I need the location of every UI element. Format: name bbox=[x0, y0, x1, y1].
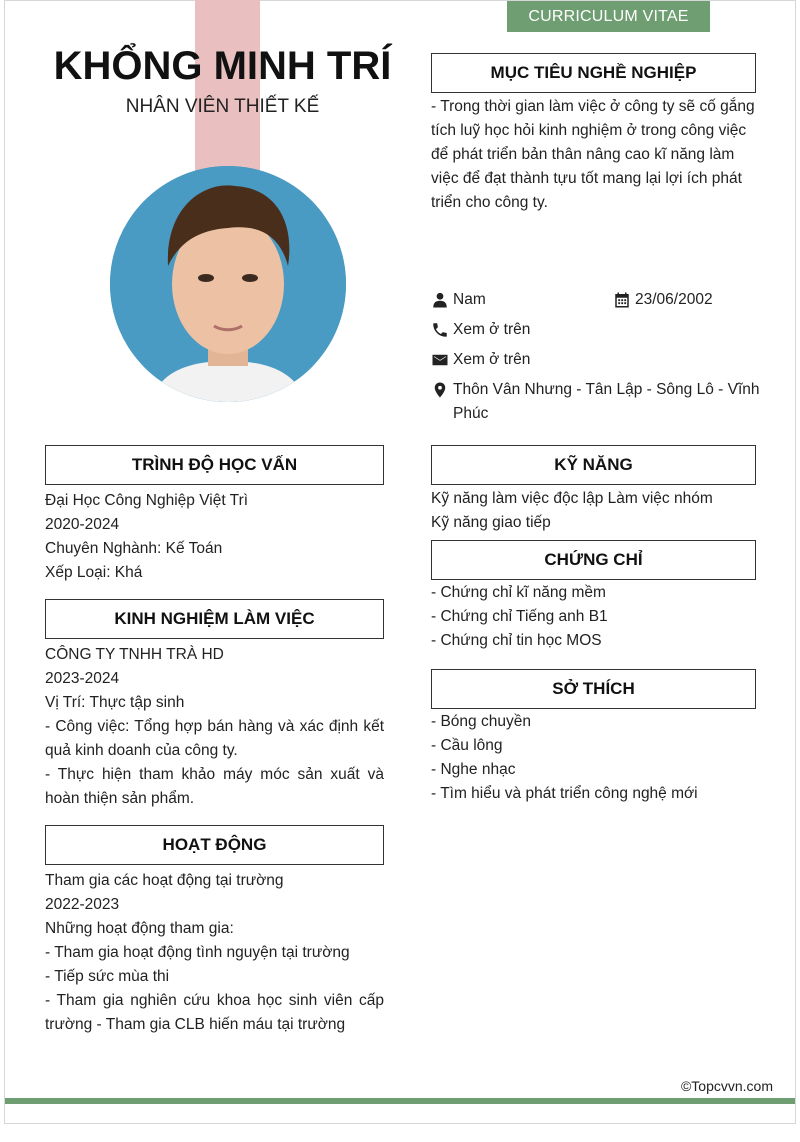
education-details bbox=[45, 489, 384, 585]
education-line: Chuyên Nghành: Kế Toán bbox=[45, 540, 223, 557]
portrait-illustration bbox=[110, 166, 346, 402]
certificate-line: - Chứng chỉ kĩ năng mềm bbox=[431, 584, 606, 601]
footer-copyright[interactable]: ©Topcvvn.com bbox=[680, 1078, 773, 1094]
experience-line: 2023-2024 bbox=[45, 670, 120, 687]
experience-paragraph: - Thực hiện tham khảo máy móc sản xuất và hoàn thiện sản phẩm. bbox=[45, 766, 384, 807]
calendar-icon bbox=[613, 288, 635, 312]
certificates-heading: CHỨNG CHỈ bbox=[431, 540, 756, 580]
education-heading: TRÌNH ĐỘ HỌC VẤN bbox=[45, 445, 384, 485]
email-row bbox=[431, 348, 731, 372]
education-line: Xếp Loại: Khá bbox=[45, 564, 143, 581]
address-value: Thôn Vân Nhưng - Tân Lập - Sông Lô - Vĩnh Phúc bbox=[453, 381, 760, 422]
phone-value: Xem ở trên bbox=[453, 321, 531, 338]
birthday-value: 23/06/2002 bbox=[635, 291, 713, 308]
hobby-line: - Tìm hiểu và phát triển công nghệ mới bbox=[431, 785, 698, 802]
hobbies-details bbox=[431, 710, 756, 806]
objective-text bbox=[431, 95, 756, 215]
education-line: Đại Học Công Nghiệp Việt Trì bbox=[45, 492, 249, 509]
person-icon bbox=[431, 288, 453, 312]
address-row bbox=[431, 378, 761, 426]
activity-line: 2022-2023 bbox=[45, 896, 120, 913]
experience-details bbox=[45, 643, 384, 811]
gender-row bbox=[431, 288, 601, 312]
activity-line: Những hoạt động tham gia: bbox=[45, 920, 234, 937]
education-line: 2020-2024 bbox=[45, 516, 120, 533]
footer-bar bbox=[5, 1098, 795, 1104]
activity-paragraph: - Tham gia nghiên cứu khoa học sinh viên cấp trường - Tham gia CLB hiến máu tại trường bbox=[45, 992, 384, 1033]
hobby-line: - Bóng chuyền bbox=[431, 713, 531, 730]
activities-details bbox=[45, 869, 384, 1037]
candidate-name: KHỔNG MINH TRÍ bbox=[53, 44, 392, 88]
envelope-icon bbox=[431, 348, 453, 372]
hobbies-heading: SỞ THÍCH bbox=[431, 669, 756, 709]
cv-badge: CURRICULUM VITAE bbox=[507, 1, 710, 32]
objective-heading: MỤC TIÊU NGHỀ NGHIỆP bbox=[431, 53, 756, 93]
experience-paragraph: - Công việc: Tổng hợp bán hàng và xác định kết quả kinh doanh của công ty. bbox=[45, 718, 384, 759]
birthday-row bbox=[613, 288, 753, 312]
phone-row bbox=[431, 318, 731, 342]
objective-paragraph: - Trong thời gian làm việc ở công ty sẽ cố gắng tích luỹ học hỏi kinh nghiệm ở trong công việc để phát triển bản thân nâng cao kĩ năng làm việc để đạt thành tựu tốt mang lại lợi ích phát triển cho công ty. bbox=[431, 98, 755, 211]
location-pin-icon bbox=[431, 378, 453, 426]
job-title: NHÂN VIÊN THIẾT KẾ bbox=[125, 96, 320, 117]
skills-heading: KỸ NĂNG bbox=[431, 445, 756, 485]
activity-line: Tham gia các hoạt động tại trường bbox=[45, 872, 284, 889]
certificates-details bbox=[431, 581, 756, 653]
activities-heading: HOẠT ĐỘNG bbox=[45, 825, 384, 865]
experience-line: CÔNG TY TNHH TRÀ HD bbox=[45, 646, 224, 663]
hobby-line: - Cầu lông bbox=[431, 737, 503, 754]
gender-value: Nam bbox=[453, 291, 486, 308]
skills-details bbox=[431, 487, 756, 535]
profile-photo bbox=[110, 166, 346, 402]
email-value: Xem ở trên bbox=[453, 351, 531, 368]
experience-heading: KINH NGHIỆM LÀM VIỆC bbox=[45, 599, 384, 639]
experience-line: Vị Trí: Thực tập sinh bbox=[45, 694, 185, 711]
phone-icon bbox=[431, 318, 453, 342]
skill-line: Kỹ năng làm việc độc lập Làm việc nhóm bbox=[431, 490, 713, 507]
certificate-line: - Chứng chỉ tin học MOS bbox=[431, 632, 602, 649]
skill-line: Kỹ năng giao tiếp bbox=[431, 514, 551, 531]
hobby-line: - Nghe nhạc bbox=[431, 761, 516, 778]
certificate-line: - Chứng chỉ Tiếng anh B1 bbox=[431, 608, 608, 625]
activity-line: - Tham gia hoạt động tình nguyện tại trường bbox=[45, 944, 350, 961]
activity-line: - Tiếp sức mùa thi bbox=[45, 968, 170, 985]
